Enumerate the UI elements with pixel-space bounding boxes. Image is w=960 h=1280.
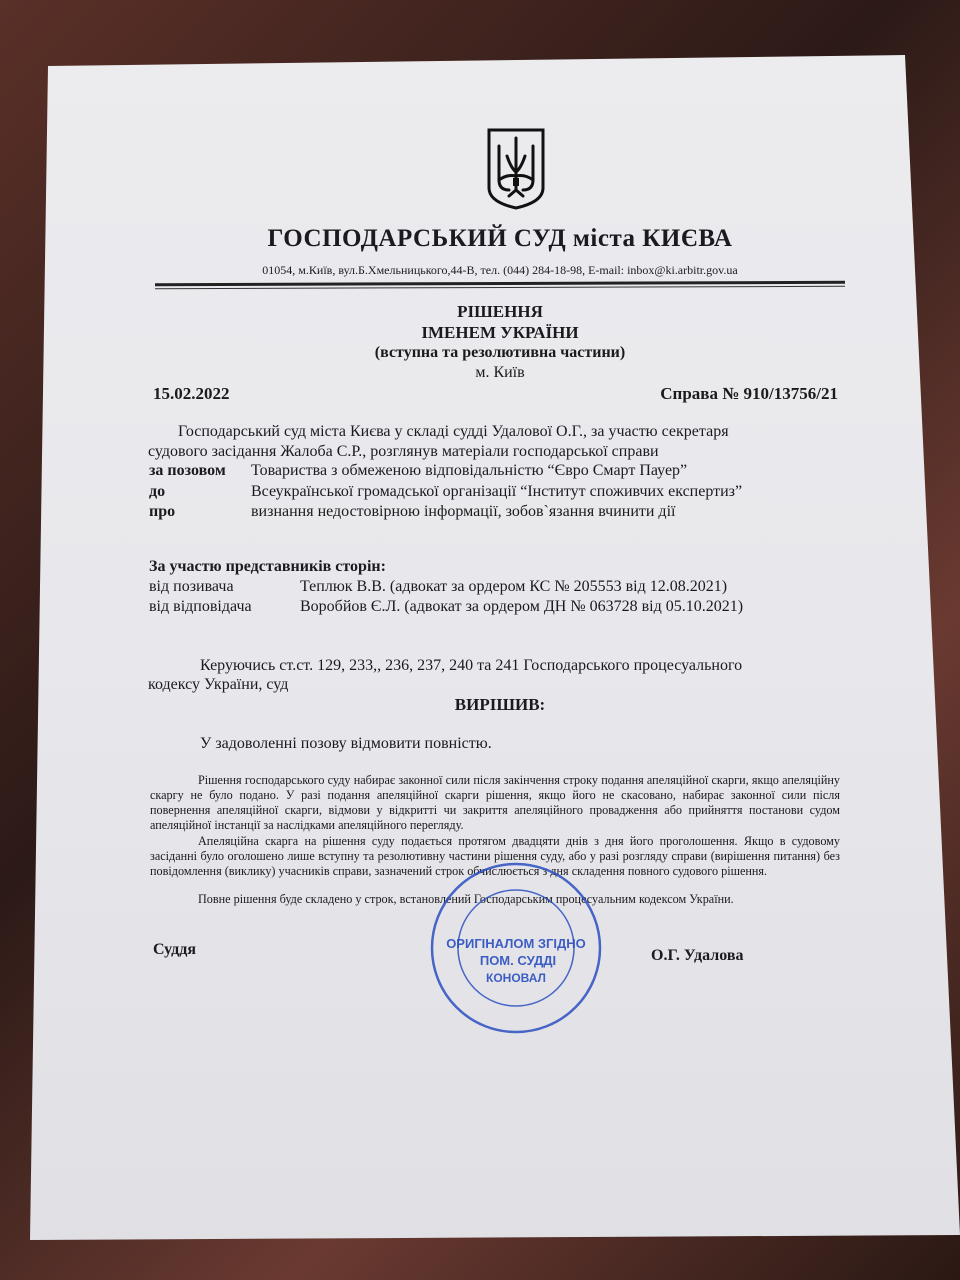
rep-label-defendant: від відповідача (149, 598, 252, 615)
decision-subheading: ІМЕНЕМ УКРАЇНИ (421, 323, 579, 342)
trident-emblem-icon (485, 128, 547, 210)
decision-part: (вступна та резолютивна частини) (374, 344, 626, 361)
representatives-heading: За участю представників сторін: (149, 558, 386, 575)
stamp-line-1: ОРИГІНАЛОМ ЗГІДНО (446, 936, 586, 951)
rep-value-plaintiff: Теплюк В.В. (адвокат за ордером КС № 205553 від 12.08.2021) (300, 578, 728, 595)
party-value-defendant: Всеукраїнської громадської організації “Інститут споживчих експертиз” (251, 483, 743, 500)
intro-line-1: Господарський суд міста Києва у складі судді Удалової О.Г., за участю секретаря (178, 423, 729, 440)
note-paragraph-1: Рішення господарського суду набирає законної сили після закінчення строку подання апеляційної скарги, якщо апеляційну скаргу не було подано. У разі подання апеляційної скарги рішення, якщо його не скасовано, набирає законної сили після повернення апеляційної скарги, відмови у відкритті чи закриття апеляційного провадження або прийняття постанови судом апеляційної інстанції за наслідками апеляційного перегляду. (150, 773, 840, 832)
court-address: 01054, м.Київ, вул.Б.Хмельницького,44-В, тел. (044) 284-18-98, E-mail: inbox@ki.arbitr.gov.ua (262, 263, 738, 277)
case-number: Справа № 910/13756/21 (660, 384, 838, 403)
party-label-plaintiff: за позовом (149, 462, 226, 479)
court-stamp (428, 860, 604, 1036)
note-paragraph-3: Повне рішення буде складено у строк, встановлений Господарським процесуальним кодексом України. (198, 892, 734, 906)
ruling-text: У задоволенні позову відмовити повністю. (200, 735, 492, 752)
party-label-subject: про (149, 503, 176, 520)
decision-heading: РІШЕННЯ (457, 302, 543, 321)
governed-line-1: Керуючись ст.ст. 129, 233,, 236, 237, 240 та 241 Господарського процесуального (200, 657, 743, 674)
court-title: ГОСПОДАРСЬКИЙ СУД міста КИЄВА (267, 225, 733, 252)
note-paragraph-2: Апеляційна скарга на рішення суду подається протягом двадцяти днів з дня його проголошення. Якщо в судовому засіданні було оголошено лише вступну та резолютивну частини рішення суду, або у разі розгляду справи (вирішення питання) без повідомлення (виклику) учасників справи, зазначений строк обчислюється з дня складення повного судового рішення. (150, 834, 840, 878)
stamp-line-3: КОНОВАЛ (486, 971, 546, 985)
governed-line-2: кодексу України, суд (148, 676, 289, 693)
stamp-line-2: ПОМ. СУДДІ (479, 953, 557, 968)
party-value-plaintiff: Товариства з обмеженою відповідальністю “Євро Смарт Пауер” (251, 462, 688, 479)
party-value-subject: визнання недостовірною інформації, зобов`язання вчинити дії (251, 503, 676, 520)
rep-value-defendant: Воробйов Є.Л. (адвокат за ордером ДН № 063728 від 05.10.2021) (300, 598, 744, 615)
decision-city: м. Київ (475, 364, 525, 381)
decided-heading: ВИРІШИВ: (454, 695, 546, 714)
intro-line-2: судового засідання Жалоба С.Р., розглянув матеріали господарської справи (148, 443, 659, 460)
signature-name: О.Г. Удалова (651, 947, 744, 964)
rep-label-plaintiff: від позивача (149, 578, 234, 595)
decision-date: 15.02.2022 (153, 384, 230, 403)
signature-role: Суддя (153, 941, 196, 958)
party-label-defendant: до (149, 483, 166, 500)
